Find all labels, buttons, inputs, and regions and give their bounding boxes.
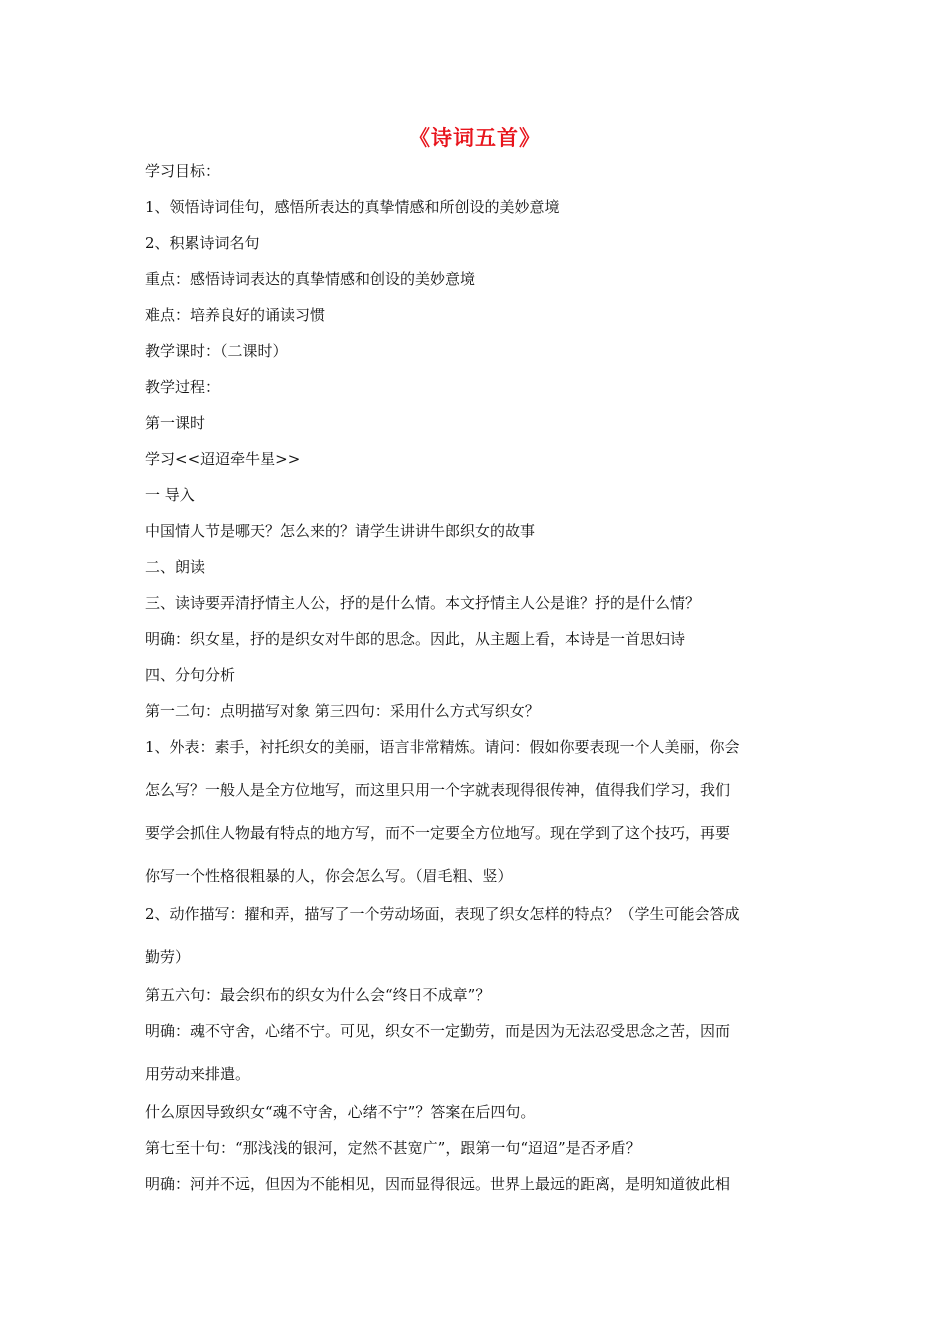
line-clarify-3: 明确：河并不远，但因为不能相见，因而显得很远。世界上最远的距离，是明知道彼此相 (145, 1175, 731, 1193)
line-sentences-5-6: 第五六句：最会织布的织女为什么会“终日不成章”？ (145, 986, 491, 1004)
line-appearance-3: 要学会抓住人物最有特点的地方写，而不一定要全方位地写。现在学到了这个技巧，再要 (145, 824, 731, 842)
line-first-lesson: 第一课时 (145, 414, 206, 432)
line-key-point: 重点：感悟诗词表达的真挚情感和创设的美妙意境 (145, 270, 476, 288)
line-section-reading: 二、朗读 (145, 558, 206, 576)
line-learning-goals: 学习目标： (145, 162, 221, 180)
line-class-hours: 教学课时：（二课时） (145, 342, 288, 360)
line-study-poem: 学习<<迢迢牵牛星>> (145, 450, 301, 468)
line-clarify-2b: 用劳动来排遣。 (145, 1065, 251, 1083)
line-appearance-1: 1、外表：素手，衬托织女的美丽，语言非常精炼。请问：假如你要表现一个人美丽，你会 (145, 738, 740, 756)
line-intro-question: 中国情人节是哪天？怎么来的？请学生讲讲牛郎织女的故事 (145, 522, 536, 540)
line-teaching-process: 教学过程： (145, 378, 221, 396)
line-clarify-2a: 明确：魂不守舍，心绪不宁。可见，织女不一定勤劳，而是因为无法忍受思念之苦，因而 (145, 1022, 731, 1040)
document-title: 《诗词五首》 (409, 125, 541, 150)
line-section-four: 四、分句分析 (145, 666, 236, 684)
line-sentences-7-10: 第七至十句：“那浅浅的银河，定然不甚宽广”，跟第一句“迢迢”是否矛盾？ (145, 1139, 641, 1157)
line-section-three: 三、读诗要弄清抒情主人公，抒的是什么情。本文抒情主人公是谁？抒的是什么情？ (145, 594, 701, 612)
line-sentences-1-4: 第一二句：点明描写对象 第三四句：采用什么方式写织女？ (145, 702, 540, 720)
line-goal-2: 2、积累诗词名句 (145, 234, 260, 252)
line-appearance-4: 你写一个性格很粗暴的人，你会怎么写。（眉毛粗、竖） (145, 867, 513, 885)
line-action-1: 2、动作描写：擢和弄，描写了一个劳动场面，表现了织女怎样的特点？（学生可能会答成 (145, 905, 740, 923)
line-goal-1: 1、领悟诗词佳句，感悟所表达的真挚情感和所创设的美妙意境 (145, 198, 560, 216)
line-clarify-1: 明确：织女星，抒的是织女对牛郎的思念。因此，从主题上看，本诗是一首思妇诗 (145, 630, 686, 648)
line-appearance-2: 怎么写？一般人是全方位地写，而这里只用一个字就表现得很传神，值得我们学习，我们 (145, 781, 731, 799)
line-section-intro: 一 导入 (145, 486, 195, 504)
line-difficulty: 难点：培养良好的诵读习惯 (145, 306, 326, 324)
line-action-2: 勤劳） (145, 948, 191, 966)
document-body (145, 161, 815, 1194)
line-reason-question: 什么原因导致织女“魂不守舍，心绪不宁”？答案在后四句。 (145, 1103, 536, 1121)
